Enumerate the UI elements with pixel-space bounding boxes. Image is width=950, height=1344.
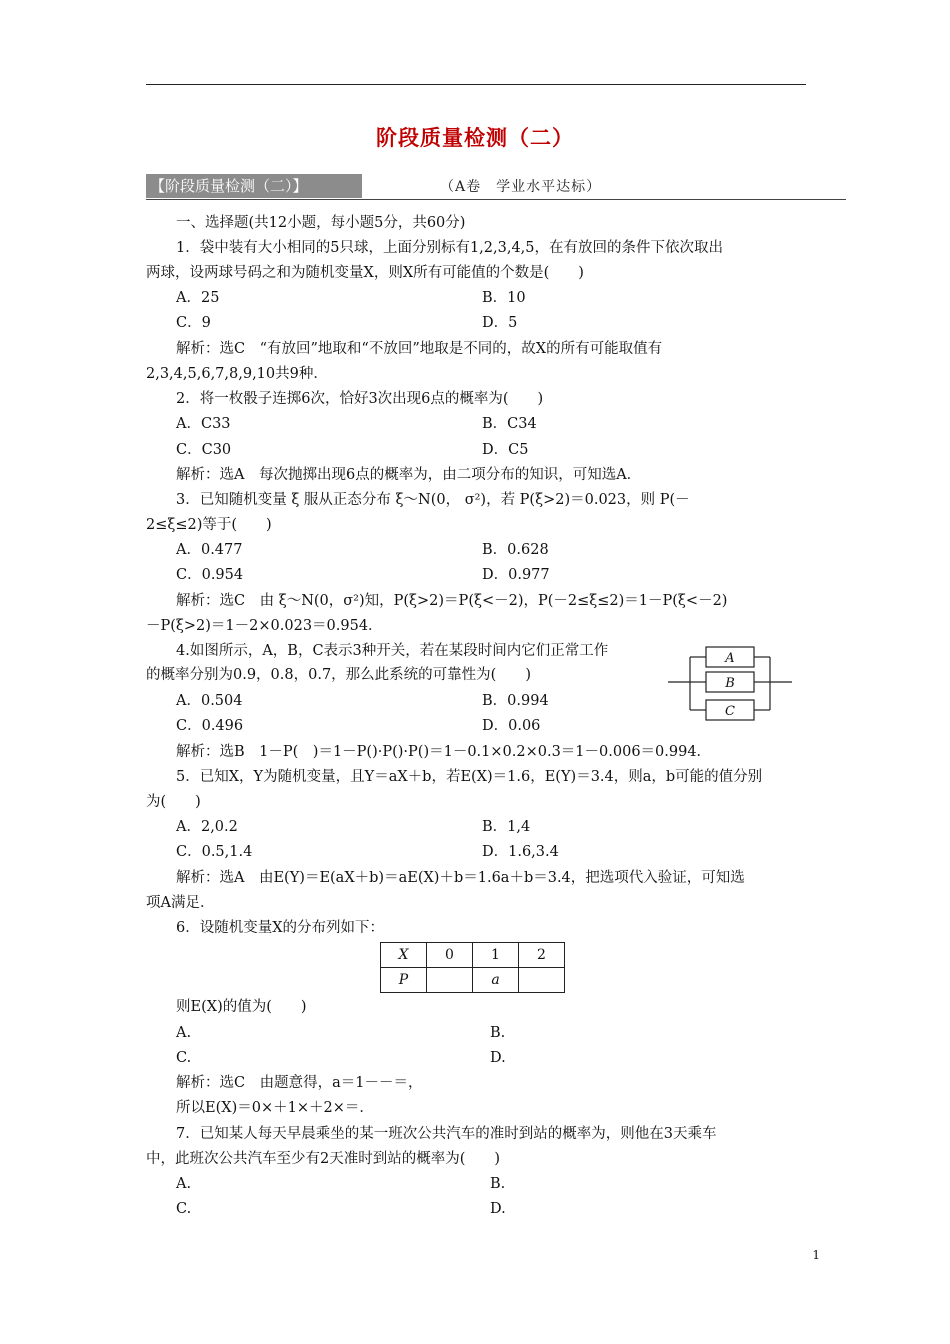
option: B．1,4 xyxy=(482,819,531,835)
option: C．0.5,1.4 xyxy=(176,844,253,860)
question-text: 则E(X)的值为( ) xyxy=(176,999,307,1015)
switch-label-c: C xyxy=(725,704,735,719)
header-rule xyxy=(146,84,806,85)
solution-text: 解析：选C 由 ξ～N(0，σ²)知，P(ξ>2)＝P(ξ<－2)，P(－2≤ξ≤2)＝1－P(ξ<－2) xyxy=(176,593,728,609)
option: C．0.496 xyxy=(176,718,244,734)
table-cell: 0 xyxy=(427,943,473,968)
option: A．25 xyxy=(176,290,220,306)
question-text: 7．已知某人每天早晨乘坐的某一班次公共汽车的准时到站的概率为，则他在3天乘车 xyxy=(176,1126,717,1142)
option: D．5 xyxy=(482,315,518,331)
question-text: 2≤ξ≤2)等于( ) xyxy=(146,517,272,533)
solution-text: 解析：选A 由E(Y)＝E(aX＋b)＝aE(X)＋b＝1.6a＋b＝3.4，把选项代入验证，可知选 xyxy=(176,870,745,886)
option: C. xyxy=(176,1050,192,1066)
option: B．10 xyxy=(482,290,526,306)
page-number: 1 xyxy=(812,1248,820,1262)
option: A．0.504 xyxy=(176,693,243,709)
question-text: 为( ) xyxy=(146,794,201,810)
option: D．0.06 xyxy=(482,718,541,734)
option: B. xyxy=(490,1176,506,1192)
section-subtitle: （A卷 学业水平达标） xyxy=(440,179,602,195)
option: D．C5 xyxy=(482,442,529,458)
question-text: 3．已知随机变量 ξ 服从正态分布 ξ～N(0， σ²)，若 P(ξ>2)＝0.023，则 P(－ xyxy=(176,492,690,508)
table-cell: 2 xyxy=(519,943,565,968)
option: A．C33 xyxy=(176,416,231,432)
option: D．1.6,3.4 xyxy=(482,844,559,860)
table-row xyxy=(381,968,565,993)
solution-text: 解析：选C “有放回”地取和“不放回”地取是不同的，故X的所有可能取值有 xyxy=(176,341,663,357)
question-text: 的概率分别为0.9，0.8，0.7，那么此系统的可靠性为( ) xyxy=(146,667,531,683)
section-heading: 一、选择题(共12小题，每小题5分，共60分) xyxy=(176,215,466,231)
solution-text: 解析：选A 每次抛掷出现6点的概率为，由二项分布的知识，可知选A． xyxy=(176,467,642,483)
question-text: 4.如图所示，A，B，C表示3种开关，若在某段时间内它们正常工作 xyxy=(176,643,609,659)
option: A. xyxy=(176,1025,192,1041)
option: A．2,0.2 xyxy=(176,819,238,835)
solution-text: 2,3,4,5,6,7,8,9,10共9种． xyxy=(146,366,328,382)
parallel-circuit-diagram xyxy=(668,638,792,724)
option: B. xyxy=(490,1025,506,1041)
table-cell xyxy=(427,968,473,993)
option: B．0.994 xyxy=(482,693,549,709)
question-text: 1．袋中装有大小相同的5只球，上面分别标有1,2,3,4,5，在有放回的条件下依次取出 xyxy=(176,240,724,256)
switch-label-b: B xyxy=(725,676,735,691)
option: D. xyxy=(490,1050,506,1066)
question-text: 5．已知X，Y为随机变量，且Y＝aX＋b，若E(X)＝1.6，E(Y)＝3.4，则a，b可能的值分别 xyxy=(176,769,763,785)
table-cell: X xyxy=(381,943,427,968)
question-text: 2．将一枚骰子连掷6次，恰好3次出现6点的概率为( ) xyxy=(176,391,544,407)
switch-label-a: A xyxy=(725,651,735,666)
solution-text: －P(ξ>2)＝1－2×0.023＝0.954． xyxy=(146,618,383,634)
table-cell: 1 xyxy=(473,943,519,968)
question-text: 6．设随机变量X的分布列如下： xyxy=(176,920,385,936)
option: D. xyxy=(490,1201,506,1217)
question-text: 两球，设两球号码之和为随机变量X，则X所有可能值的个数是( ) xyxy=(146,265,584,281)
option: C. xyxy=(176,1201,192,1217)
table-row xyxy=(381,943,565,968)
solution-text: 解析：选C 由题意得，a＝1－－＝， xyxy=(176,1075,423,1091)
section-banner: 【阶段质量检测（二）】 xyxy=(146,174,362,198)
table-cell: P xyxy=(381,968,427,993)
distribution-table xyxy=(380,942,565,993)
table-cell xyxy=(519,968,565,993)
option: D．0.977 xyxy=(482,567,550,583)
option: C．C30 xyxy=(176,442,232,458)
option: A. xyxy=(176,1176,192,1192)
solution-text: 项A满足． xyxy=(146,895,215,911)
table-cell: a xyxy=(473,968,519,993)
section-rule xyxy=(146,199,846,200)
page-title: 阶段质量检测（二） xyxy=(376,125,574,150)
option: C．0.954 xyxy=(176,567,244,583)
option: B．0.628 xyxy=(482,542,549,558)
question-text: 中，此班次公共汽车至少有2天准时到站的概率为( ) xyxy=(146,1151,501,1167)
option: B．C34 xyxy=(482,416,537,432)
solution-text: 解析：选B 1－P( )＝1－P()·P()·P()＝1－0.1×0.2×0.3＝1－0.006＝0.994． xyxy=(176,744,712,760)
solution-text: 所以E(X)＝0×＋1×＋2×＝． xyxy=(176,1100,374,1116)
option: A．0.477 xyxy=(176,542,243,558)
option: C．9 xyxy=(176,315,211,331)
